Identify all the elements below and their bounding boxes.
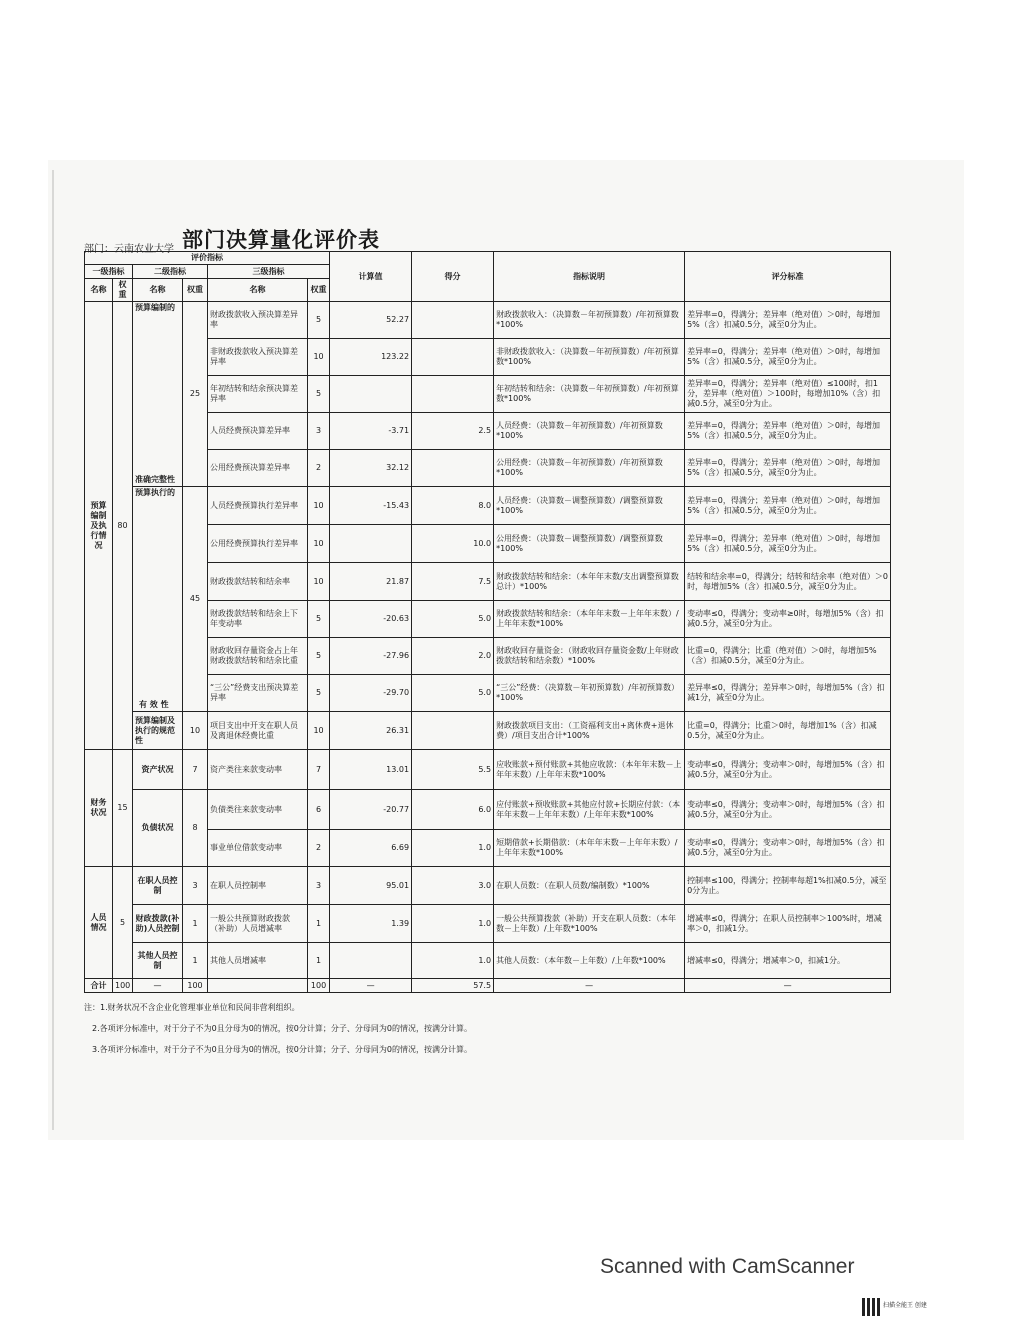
scoring-standard: 差异率=0，得满分；差异率（绝对值）＞0时，每增加5%（含）扣减0.5分，减至0分为止。 <box>685 450 891 487</box>
level3-name: 在职人员控制率 <box>208 867 308 905</box>
footnote: 注：1.财务状况不含企业化管理事业单位和民间非营利组织。 <box>84 1003 300 1012</box>
indicator-desc: 公用经费：（决算数－调整预算数）/调整预算数*100% <box>494 525 685 563</box>
level1-weight: 80 <box>113 302 133 750</box>
score-value: 1.0 <box>412 943 494 979</box>
calc-value: 95.01 <box>330 867 412 905</box>
scoring-standard: 控制率≤100，得满分；控制率每超1%扣减0.5分，减至0分为止。 <box>685 867 891 905</box>
indicator-desc: 一般公共预算拨款（补助）开支在职人员数：（本年数－上年数）/上年数*100% <box>494 905 685 943</box>
level3-weight: 10 <box>308 563 330 601</box>
total-score: 57.5 <box>412 979 494 993</box>
scoring-standard: 结转和结余率=0，得满分；结转和结余率（绝对值）＞0时，每增加5%（含）扣减0.5分，减至0分为止。 <box>685 563 891 601</box>
level2-name-staff-control: 在职人员控制 <box>133 867 183 905</box>
level2-weight: 10 <box>183 712 208 750</box>
score-value: 5.0 <box>412 675 494 712</box>
level3-name: 项目支出中开支在职人员及离退休经费比重 <box>208 712 308 750</box>
level3-weight: 1 <box>308 943 330 979</box>
level2-name-effectiveness: 预算执行的 有 效 性 <box>133 487 183 712</box>
calc-value: 13.01 <box>330 750 412 790</box>
total-desc: — <box>494 979 685 993</box>
indicator-desc: 应付账款+预收账款+其他应付款+长期应付款：（本年年末数－上年年末数）/上年年末数*100% <box>494 790 685 830</box>
table-row <box>85 487 891 525</box>
scoring-standard: 差异率=0，得满分；差异率（绝对值）＞0时，每增加5%（含）扣减0.5分，减至0分为止。 <box>685 487 891 525</box>
level2-name-subsidy-staff: 财政拨款(补助)人员控制 <box>133 905 183 943</box>
calc-value: -20.63 <box>330 601 412 638</box>
scoring-standard: 增减率≤0，得满分；在职人员控制率＞100%时，增减率＞0，扣减1分。 <box>685 905 891 943</box>
header-name: 名称 <box>85 279 113 302</box>
score-value <box>412 339 494 376</box>
level3-weight: 10 <box>308 487 330 525</box>
level2-weight: 3 <box>183 867 208 905</box>
level3-name: 年初结转和结余预决算差异率 <box>208 376 308 413</box>
table-row <box>85 943 891 979</box>
calc-value: -3.71 <box>330 413 412 450</box>
footnote: 2.各项评分标准中，对于分子不为0且分母为0的情况，按0分计算；分子、分母同为0的情况，按满分计算。 <box>92 1023 472 1033</box>
level3-name: 财政拨款结转和结余上下年变动率 <box>208 601 308 638</box>
score-value: 5.0 <box>412 601 494 638</box>
level3-weight: 2 <box>308 830 330 867</box>
calc-value: -29.70 <box>330 675 412 712</box>
header-name: 名称 <box>208 279 308 302</box>
indicator-desc: 财政拨款项目支出：（工资福利支出+离休费+退休费）/项目支出合计*100% <box>494 712 685 750</box>
indicator-desc: 年初结转和结余：（决算数－年初预算数）/年初预算数*100% <box>494 376 685 413</box>
calc-value <box>330 525 412 563</box>
level3-weight: 5 <box>308 601 330 638</box>
level3-name: 人员经费预决算差异率 <box>208 413 308 450</box>
indicator-desc: 财政收回存量资金：（财政收回存量资金数/上年财政拨款结转和结余数）*100% <box>494 638 685 675</box>
footer-tag: 扫描全能王 创建 <box>883 1302 927 1309</box>
level3-name: 负债类往来款变动率 <box>208 790 308 830</box>
scoring-standard: 增减率≤0，得满分；增减率＞0，扣减1分。 <box>685 943 891 979</box>
total-level3-weight: 100 <box>308 979 330 993</box>
level2-weight: 8 <box>183 790 208 867</box>
level2-name-accuracy-sub: 准确完整性 <box>135 475 175 484</box>
scoring-standard: 差异率=0，得满分；差异率（绝对值）＞0时，每增加5%（含）扣减0.5分，减至0分为止。 <box>685 302 891 339</box>
scoring-standard: 变动率≤0，得满分；变动率＞0时，每增加5%（含）扣减0.5分，减至0分为止。 <box>685 830 891 867</box>
level1-name: 预算编制及执行情况 <box>85 302 113 750</box>
qr-code-icon <box>862 1298 880 1316</box>
calc-value: 32.12 <box>330 450 412 487</box>
total-standard: — <box>685 979 891 993</box>
scoring-standard: 差异率=0，得满分；差异率（绝对值）＞0时，每增加5%（含）扣减0.5分，减至0分为止。 <box>685 339 891 376</box>
header-score: 得分 <box>412 252 494 302</box>
level2-name-other-staff: 其他人员控制 <box>133 943 183 979</box>
level1-weight: 5 <box>113 867 133 979</box>
header-weight: 权重 <box>113 279 133 302</box>
header-scoring-standard: 评分标准 <box>685 252 891 302</box>
level3-weight: 7 <box>308 750 330 790</box>
level2-weight: 45 <box>183 487 208 712</box>
level2-weight: 1 <box>183 943 208 979</box>
calc-value: 6.69 <box>330 830 412 867</box>
level1-weight: 15 <box>113 750 133 867</box>
level2-name-assets: 资产状况 <box>133 750 183 790</box>
score-value: 10.0 <box>412 525 494 563</box>
level2-name-accuracy: 预算编制的 准确完整性 <box>133 302 183 487</box>
level1-name: 财务状况 <box>85 750 113 867</box>
total-level1-weight: 100 <box>113 979 133 993</box>
table-row <box>85 302 891 339</box>
level2-weight: 7 <box>183 750 208 790</box>
total-level3-name <box>208 979 308 993</box>
indicator-desc: 人员经费：（决算数－调整预算数）/调整预算数*100% <box>494 487 685 525</box>
indicator-desc: 其他人员数：（本年数－上年数）/上年数*100% <box>494 943 685 979</box>
level3-weight: 3 <box>308 413 330 450</box>
camscanner-watermark: Scanned with CamScanner <box>600 1255 855 1278</box>
total-level2-name: — <box>133 979 183 993</box>
score-value <box>412 376 494 413</box>
score-value: 7.5 <box>412 563 494 601</box>
scoring-standard: 比重=0，得满分；比重（绝对值）＞0时，每增加5%（含）扣减0.5分，减至0分为止。 <box>685 638 891 675</box>
level3-weight: 3 <box>308 867 330 905</box>
page-title: 部门决算量化评价表 <box>182 228 380 252</box>
footnotes <box>84 1003 904 1065</box>
level3-name: 公用经费预决算差异率 <box>208 450 308 487</box>
header-level2: 二级指标 <box>133 265 208 279</box>
level3-name: 公用经费预算执行差异率 <box>208 525 308 563</box>
calc-value <box>330 376 412 413</box>
calc-value: -15.43 <box>330 487 412 525</box>
level2-name-liabilities: 负债状况 <box>133 790 183 867</box>
level3-weight: 5 <box>308 675 330 712</box>
level3-weight: 10 <box>308 339 330 376</box>
department-label: 部门：云南农业大学 <box>84 244 174 255</box>
indicator-desc: 公用经费：（决算数－年初预算数）/年初预算数*100% <box>494 450 685 487</box>
level3-name: 其他人员增减率 <box>208 943 308 979</box>
score-value <box>412 302 494 339</box>
level3-name: 财政收回存量资金占上年财政拨款结转和结余比重 <box>208 638 308 675</box>
level3-weight: 6 <box>308 790 330 830</box>
scoring-standard: 比重=0，得满分；比重＞0时，每增加1%（含）扣减0.5分，减至0分为止。 <box>685 712 891 750</box>
table-row <box>85 712 891 750</box>
total-calc: — <box>330 979 412 993</box>
score-value <box>412 712 494 750</box>
level3-weight: 1 <box>308 905 330 943</box>
level2-weight: 25 <box>183 302 208 487</box>
level2-weight: 1 <box>183 905 208 943</box>
indicator-desc: 非财政拨款收入：（决算数－年初预算数）/年初预算数*100% <box>494 339 685 376</box>
header-eval-indicators: 评价指标 <box>85 252 330 265</box>
level3-name: 事业单位借款变动率 <box>208 830 308 867</box>
scoring-standard: 差异率=0，得满分；差异率（绝对值）＞0时，每增加5%（含）扣减0.5分，减至0分为止。 <box>685 413 891 450</box>
score-value: 1.0 <box>412 830 494 867</box>
page-edge <box>52 170 54 1130</box>
level3-name: 资产类往来款变动率 <box>208 750 308 790</box>
indicator-desc: “三公”经费：（决算数－年初预算数）/年初预算数）*100% <box>494 675 685 712</box>
score-value: 2.5 <box>412 413 494 450</box>
evaluation-table <box>84 251 891 993</box>
indicator-desc: 人员经费：（决算数－年初预算数）/年初预算数*100% <box>494 413 685 450</box>
score-value <box>412 450 494 487</box>
total-label: 合计 <box>85 979 113 993</box>
total-level2-weight: 100 <box>183 979 208 993</box>
total-row <box>85 979 891 993</box>
level3-weight: 10 <box>308 525 330 563</box>
table-row <box>85 867 891 905</box>
level3-name: 财政拨款结转和结余率 <box>208 563 308 601</box>
level3-weight: 2 <box>308 450 330 487</box>
calc-value: -20.77 <box>330 790 412 830</box>
table-row <box>85 750 891 790</box>
level3-weight: 10 <box>308 712 330 750</box>
calc-value: 123.22 <box>330 339 412 376</box>
calc-value: 1.39 <box>330 905 412 943</box>
header-indicator-desc: 指标说明 <box>494 252 685 302</box>
calc-value: -27.96 <box>330 638 412 675</box>
table-row <box>85 905 891 943</box>
level2-name-regularity: 预算编制及执行的规范性 <box>133 712 183 750</box>
scoring-standard: 差异率=0，得满分；差异率（绝对值）≤100时，扣1分，差异率（绝对值）＞100时，每增加10%（含）扣减0.5分，减至0分为止。 <box>685 376 891 413</box>
scoring-standard: 变动率≤0，得满分；变动率≥0时，每增加5%（含）扣减0.5分，减至0分为止。 <box>685 601 891 638</box>
score-value: 5.5 <box>412 750 494 790</box>
header-weight: 权重 <box>183 279 208 302</box>
indicator-desc: 应收账款+预付账款+其他应收款：（本年年末数－上年年末数）/上年年末数*100% <box>494 750 685 790</box>
indicator-desc: 在职人员数：（在职人员数/编制数）*100% <box>494 867 685 905</box>
scoring-standard: 变动率≤0，得满分；变动率＞0时，每增加5%（含）扣减0.5分，减至0分为止。 <box>685 790 891 830</box>
score-value: 3.0 <box>412 867 494 905</box>
level3-name: 非财政拨款收入预决算差异率 <box>208 339 308 376</box>
level3-name: 人员经费预算执行差异率 <box>208 487 308 525</box>
indicator-desc: 短期借款+长期借款：（本年年末数－上年年末数）/上年年末数*100% <box>494 830 685 867</box>
indicator-desc: 财政拨款收入：（决算数－年初预算数）/年初预算数*100% <box>494 302 685 339</box>
score-value: 6.0 <box>412 790 494 830</box>
indicator-desc: 财政拨款结转和结余：（本年年末数－上年年末数）/上年年末数*100% <box>494 601 685 638</box>
table-row <box>85 790 891 830</box>
header-level3: 三级指标 <box>208 265 330 279</box>
indicator-desc: 财政拨款结转和结余：（本年年末数/支出调整预算数总计）*100% <box>494 563 685 601</box>
level2-name-effectiveness-sub: 有 效 性 <box>139 700 169 709</box>
score-value: 2.0 <box>412 638 494 675</box>
level3-weight: 5 <box>308 302 330 339</box>
header-name: 名称 <box>133 279 183 302</box>
footnote: 3.各项评分标准中，对于分子不为0且分母为0的情况，按0分计算；分子、分母同为0的情况，按满分计算。 <box>92 1044 472 1054</box>
level3-weight: 5 <box>308 638 330 675</box>
header-calc-value: 计算值 <box>330 252 412 302</box>
header-weight: 权重 <box>308 279 330 302</box>
score-value: 1.0 <box>412 905 494 943</box>
header-level1: 一级指标 <box>85 265 133 279</box>
scoring-standard: 差异率≤0，得满分；差异率＞0时，每增加5%（含）扣减1分，减至0分为止。 <box>685 675 891 712</box>
level1-name: 人员情况 <box>85 867 113 979</box>
level3-name: 一般公共预算财政拨款（补助）人员增减率 <box>208 905 308 943</box>
calc-value: 52.27 <box>330 302 412 339</box>
level3-name: 财政拨款收入预决算差异率 <box>208 302 308 339</box>
score-value: 8.0 <box>412 487 494 525</box>
calc-value: 21.87 <box>330 563 412 601</box>
calc-value <box>330 943 412 979</box>
level3-weight: 5 <box>308 376 330 413</box>
scoring-standard: 变动率≤0，得满分；变动率＞0时，每增加5%（含）扣减0.5分，减至0分为止。 <box>685 750 891 790</box>
scoring-standard: 差异率=0，得满分；差异率（绝对值）＞0时，每增加5%（含）扣减0.5分，减至0分为止。 <box>685 525 891 563</box>
calc-value: 26.31 <box>330 712 412 750</box>
level3-name: “三公”经费支出预决算差异率 <box>208 675 308 712</box>
